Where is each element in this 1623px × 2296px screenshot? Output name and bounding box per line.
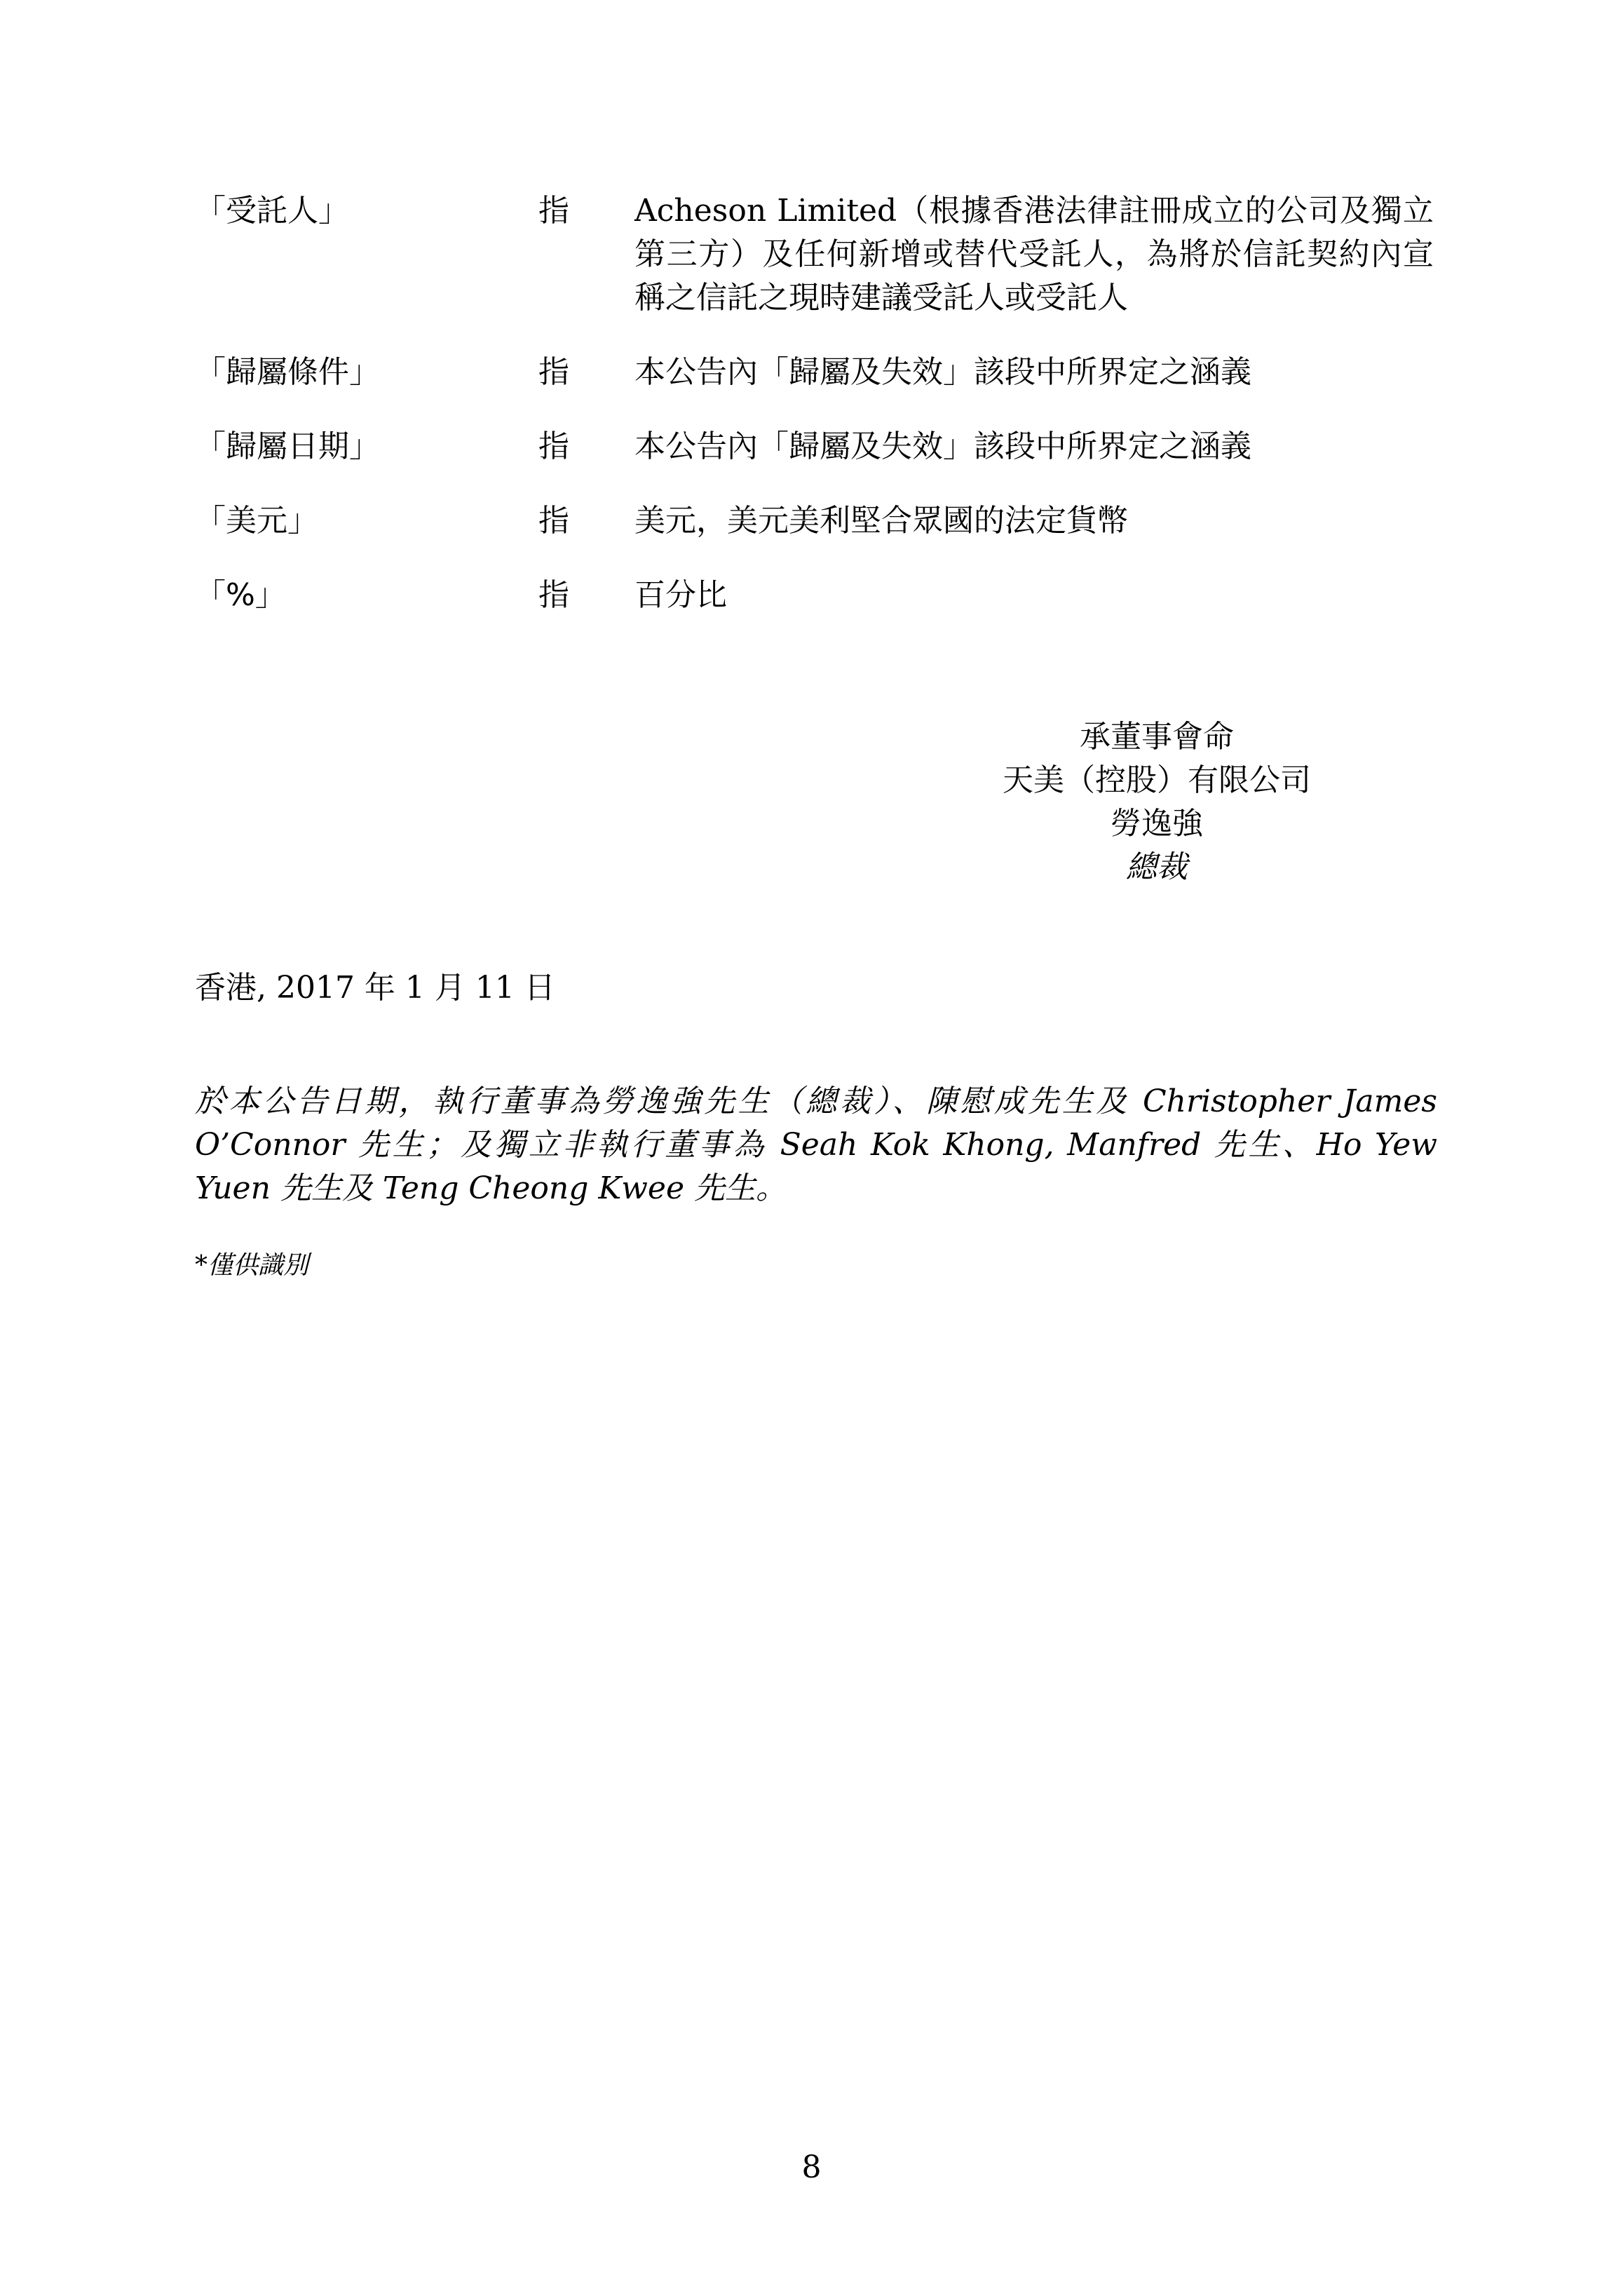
signature-block <box>911 715 1402 889</box>
definition-term: 「美元」 <box>195 503 318 539</box>
definition-text: 百分比 <box>634 577 727 613</box>
definition-text: 本公告內「歸屬及失效」該段中所界定之涵義 <box>634 354 1251 390</box>
definition-row <box>195 574 1443 617</box>
definition-term: 「歸屬條件」 <box>195 354 380 390</box>
definition-means: 指 <box>538 503 569 539</box>
definition-row <box>195 499 1443 543</box>
definition-term: 「%」 <box>195 577 286 613</box>
definitions-table <box>195 189 1443 648</box>
definition-text: 美元，美元美利堅合眾國的法定貨幣 <box>634 503 1128 539</box>
definition-means: 指 <box>538 354 569 390</box>
footnote: *僅供識別 <box>195 1251 309 1280</box>
definition-term: 「歸屬日期」 <box>195 428 380 464</box>
definition-row <box>195 189 1443 320</box>
definition-text: 本公告內「歸屬及失效」該段中所界定之涵義 <box>634 428 1251 464</box>
definition-row <box>195 351 1443 394</box>
definition-text: Acheson Limited（根據香港法律註冊成立的公司及獨立第三方）及任何新增或替代受託人，為將於信託契約內宣稱之信託之現時建議受託人或受託人 <box>634 193 1434 316</box>
definition-term: 「受託人」 <box>195 193 349 229</box>
date-line: 香港, 2017 年 1 月 11 日 <box>195 970 555 1006</box>
definition-row <box>195 425 1443 468</box>
signature-order-line: 承董事會命 <box>1080 719 1234 755</box>
signature-company: 天美（控股）有限公司 <box>1003 762 1311 798</box>
board-composition-note: 於本公告日期，執行董事為勞逸強先生（總裁）、陳慰成先生及 Christopher James O’Connor 先生；及獨立非執行董事為 Seah Kok Khong, Manfred 先生、Ho Yew Yuen 先生及 Teng Cheong Kwee 先生。 <box>195 1083 1437 1206</box>
definition-means: 指 <box>538 428 569 464</box>
definition-means: 指 <box>538 577 569 613</box>
signature-title: 總裁 <box>1126 849 1188 885</box>
definition-means: 指 <box>538 193 569 229</box>
page-number: 8 <box>801 2149 822 2185</box>
signature-name: 勞逸強 <box>1111 806 1203 842</box>
